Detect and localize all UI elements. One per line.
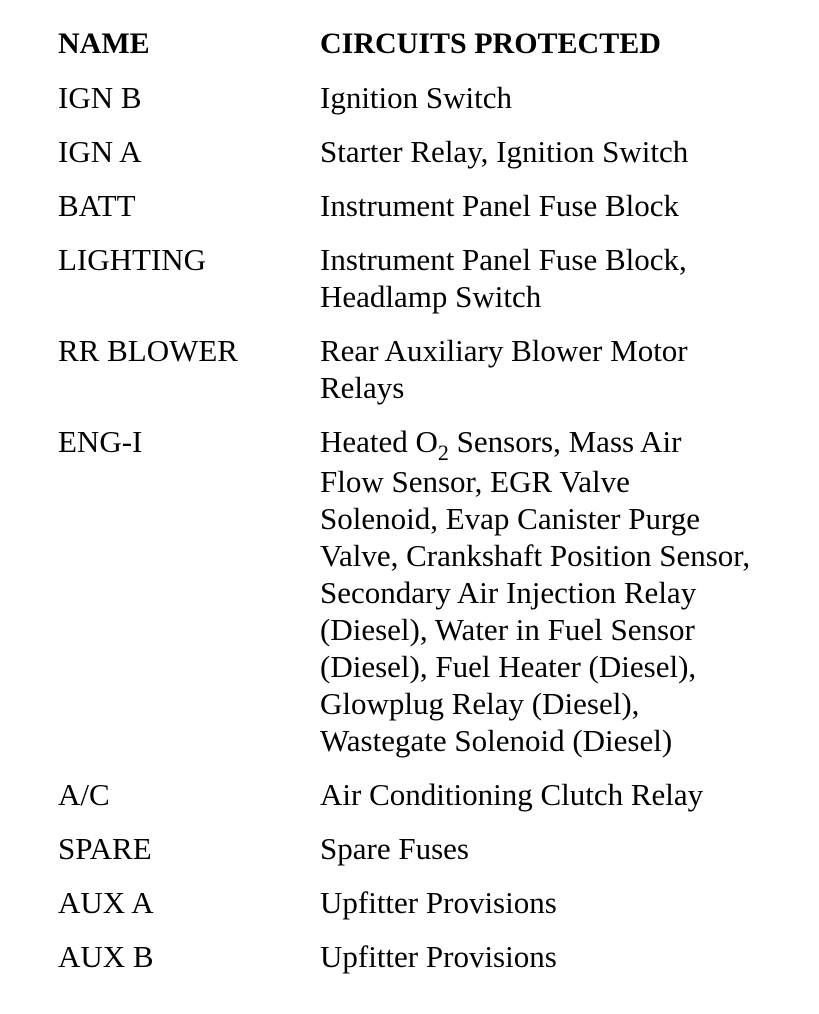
table-row	[58, 776, 798, 813]
fuse-name: LIGHTING	[58, 242, 207, 277]
circuits-line: Relays	[320, 370, 405, 405]
circuits-protected	[320, 830, 798, 867]
fuse-name: IGN B	[58, 80, 142, 115]
column-header-name: NAME	[58, 27, 150, 60]
circuits-line: Upfitter Provisions	[320, 939, 557, 974]
table-row	[58, 938, 798, 975]
circuits-protected	[320, 332, 798, 406]
circuits-line: Instrument Panel Fuse Block	[320, 188, 680, 223]
circuits-protected	[320, 776, 798, 813]
table-row	[58, 332, 798, 406]
circuits-line: Secondary Air Injection Relay	[320, 575, 697, 610]
fuse-name: RR BLOWER	[58, 333, 238, 368]
circuits-line: Flow Sensor, EGR Valve	[320, 464, 630, 499]
circuits-protected	[320, 884, 798, 921]
table-row	[58, 830, 798, 867]
circuits-protected	[320, 423, 798, 759]
fuse-name: ENG-I	[58, 424, 143, 459]
fuse-name: AUX B	[58, 939, 154, 974]
table-row	[58, 884, 798, 921]
fuse-name: BATT	[58, 188, 136, 223]
circuits-line: Air Conditioning Clutch Relay	[320, 777, 704, 812]
circuits-line: Upfitter Provisions	[320, 885, 557, 920]
circuits-protected	[320, 133, 798, 170]
circuits-line: Headlamp Switch	[320, 279, 542, 314]
circuits-line	[320, 423, 798, 463]
circuits-protected	[320, 187, 798, 224]
subscript-text: 2	[437, 440, 449, 465]
circuits-protected	[320, 241, 798, 315]
circuits-line: Valve, Crankshaft Position Sensor,	[320, 538, 751, 573]
circuits-line: Rear Auxiliary Blower Motor	[320, 333, 688, 368]
column-header-circuits-protected: CIRCUITS PROTECTED	[320, 27, 661, 60]
fuse-table	[58, 25, 798, 975]
circuits-line: Ignition Switch	[320, 80, 513, 115]
table-row	[58, 423, 798, 759]
circuits-line: (Diesel), Water in Fuel Sensor	[320, 612, 695, 647]
circuits-line: Starter Relay, Ignition Switch	[320, 134, 689, 169]
circuits-line: Spare Fuses	[320, 831, 469, 866]
table-row	[58, 241, 798, 315]
table-row	[58, 133, 798, 170]
table-row	[58, 187, 798, 224]
fuse-name: AUX A	[58, 885, 154, 920]
circuits-line: (Diesel), Fuel Heater (Diesel),	[320, 649, 697, 684]
circuits-text: Heated O	[320, 424, 438, 459]
circuits-protected	[320, 938, 798, 975]
circuits-line: Wastegate Solenoid (Diesel)	[320, 723, 673, 758]
circuits-text: Sensors, Mass Air	[448, 424, 682, 459]
table-row	[58, 79, 798, 116]
fuse-name: A/C	[58, 777, 110, 812]
table-header-row	[58, 25, 798, 62]
circuits-line: Glowplug Relay (Diesel),	[320, 686, 640, 721]
fuse-name: SPARE	[58, 831, 152, 866]
circuits-line: Instrument Panel Fuse Block,	[320, 242, 687, 277]
fuse-name: IGN A	[58, 134, 142, 169]
circuits-protected	[320, 79, 798, 116]
circuits-line: Solenoid, Evap Canister Purge	[320, 501, 700, 536]
